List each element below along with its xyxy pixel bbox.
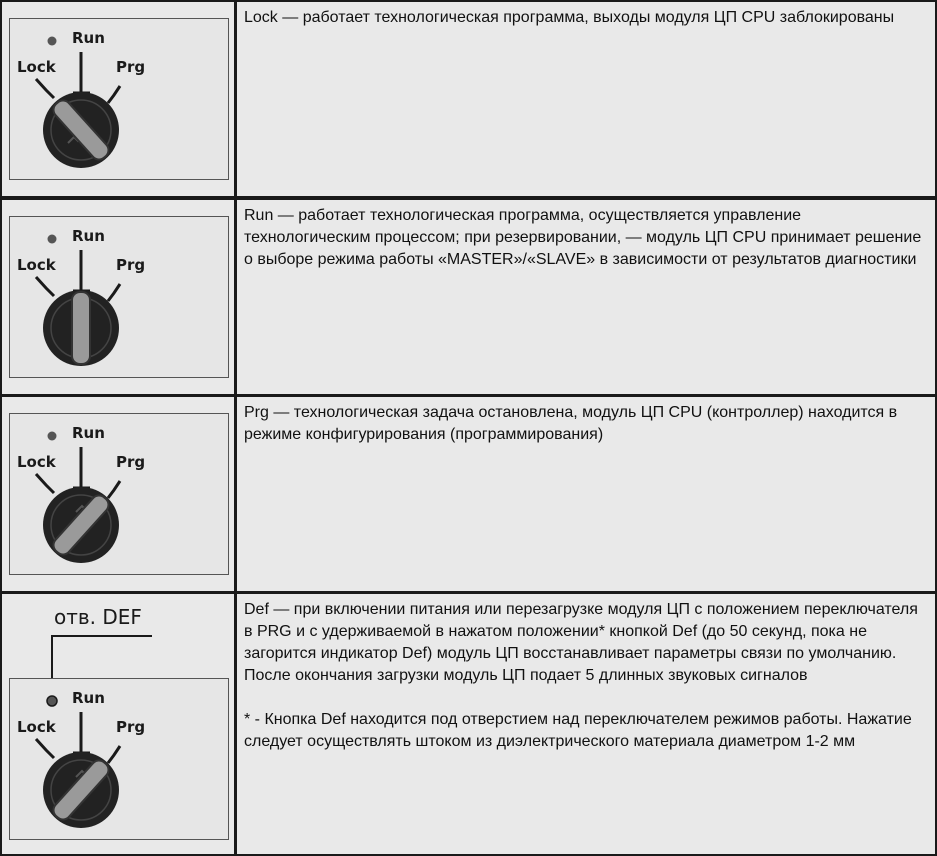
image-cell [2, 594, 234, 854]
lock-label: Lock [17, 256, 56, 274]
def-hole-icon [48, 235, 57, 244]
rotary-knob-icon [43, 752, 119, 828]
table-row-def [0, 592, 937, 856]
lock-label: Lock [17, 453, 56, 471]
def-hole-icon [48, 432, 57, 441]
rotary-knob-icon [43, 487, 119, 563]
mode-switch-lock [10, 19, 230, 181]
image-cell [2, 397, 234, 591]
table-row-lock [0, 0, 937, 198]
run-label: Run [72, 689, 105, 707]
footnote: * - Кнопка Def находится под отверстием над переключателем режимов работы. Нажатие следует осуществлять штоком из диэлектрического материала диаметром 1-2 мм [244, 711, 912, 750]
mode-switch-prg [10, 414, 230, 576]
run-label: Run [72, 227, 105, 245]
lock-label: Lock [17, 718, 56, 736]
table-row-run [0, 198, 937, 395]
prg-label: Prg [116, 718, 146, 736]
prg-label: Prg [116, 453, 146, 471]
mode-switch-def [10, 679, 230, 841]
description-cell [237, 2, 935, 196]
mode-description: Def — при включении питания или перезагрузке модуля ЦП с положением переключателя в PRG и с удерживаемой в нажатом положении* кнопкой Def (до 50 секунд, пока не загорится индикатор Def) модуль ЦП восстанавливает параметры связи по умолчанию. После окончания загрузки модуль ЦП подает 5 длинных звуковых сигналов [244, 601, 918, 684]
mode-description: Prg — технологическая задача остановлена, модуль ЦП CPU (контроллер) находится в режиме конфигурирования (программирования) [244, 404, 898, 443]
prg-label: Prg [116, 256, 146, 274]
description-cell [237, 594, 935, 854]
run-label: Run [72, 424, 105, 442]
def-hole-label: отв. DEF [54, 605, 142, 629]
mode-switch-run [10, 217, 230, 379]
rotary-knob-icon [43, 92, 119, 168]
prg-label: Prg [116, 58, 146, 76]
run-label: Run [72, 29, 105, 47]
def-hole-icon [47, 696, 57, 706]
lock-label: Lock [17, 58, 56, 76]
image-cell [2, 2, 234, 196]
table-row-prg [0, 395, 937, 592]
mode-switch-illustration [9, 216, 229, 378]
description-cell [237, 397, 935, 591]
def-hole-icon [48, 37, 57, 46]
image-cell [2, 200, 234, 394]
mode-switch-illustration [9, 413, 229, 575]
mode-switch-illustration [9, 18, 229, 180]
mode-description: Lock — работает технологическая программа, выходы модуля ЦП CPU заблокированы [244, 9, 895, 26]
rotary-knob-icon [43, 290, 119, 366]
mode-switch-illustration [9, 678, 229, 840]
description-cell [237, 200, 935, 394]
mode-description: Run — работает технологическая программа, осуществляется управление технологическим процессом; при резервировании, — модуль ЦП CPU принимает решение о выборе режима работы «MASTER»/«SLAVE» в зависимости от результатов диагностики [244, 207, 922, 268]
